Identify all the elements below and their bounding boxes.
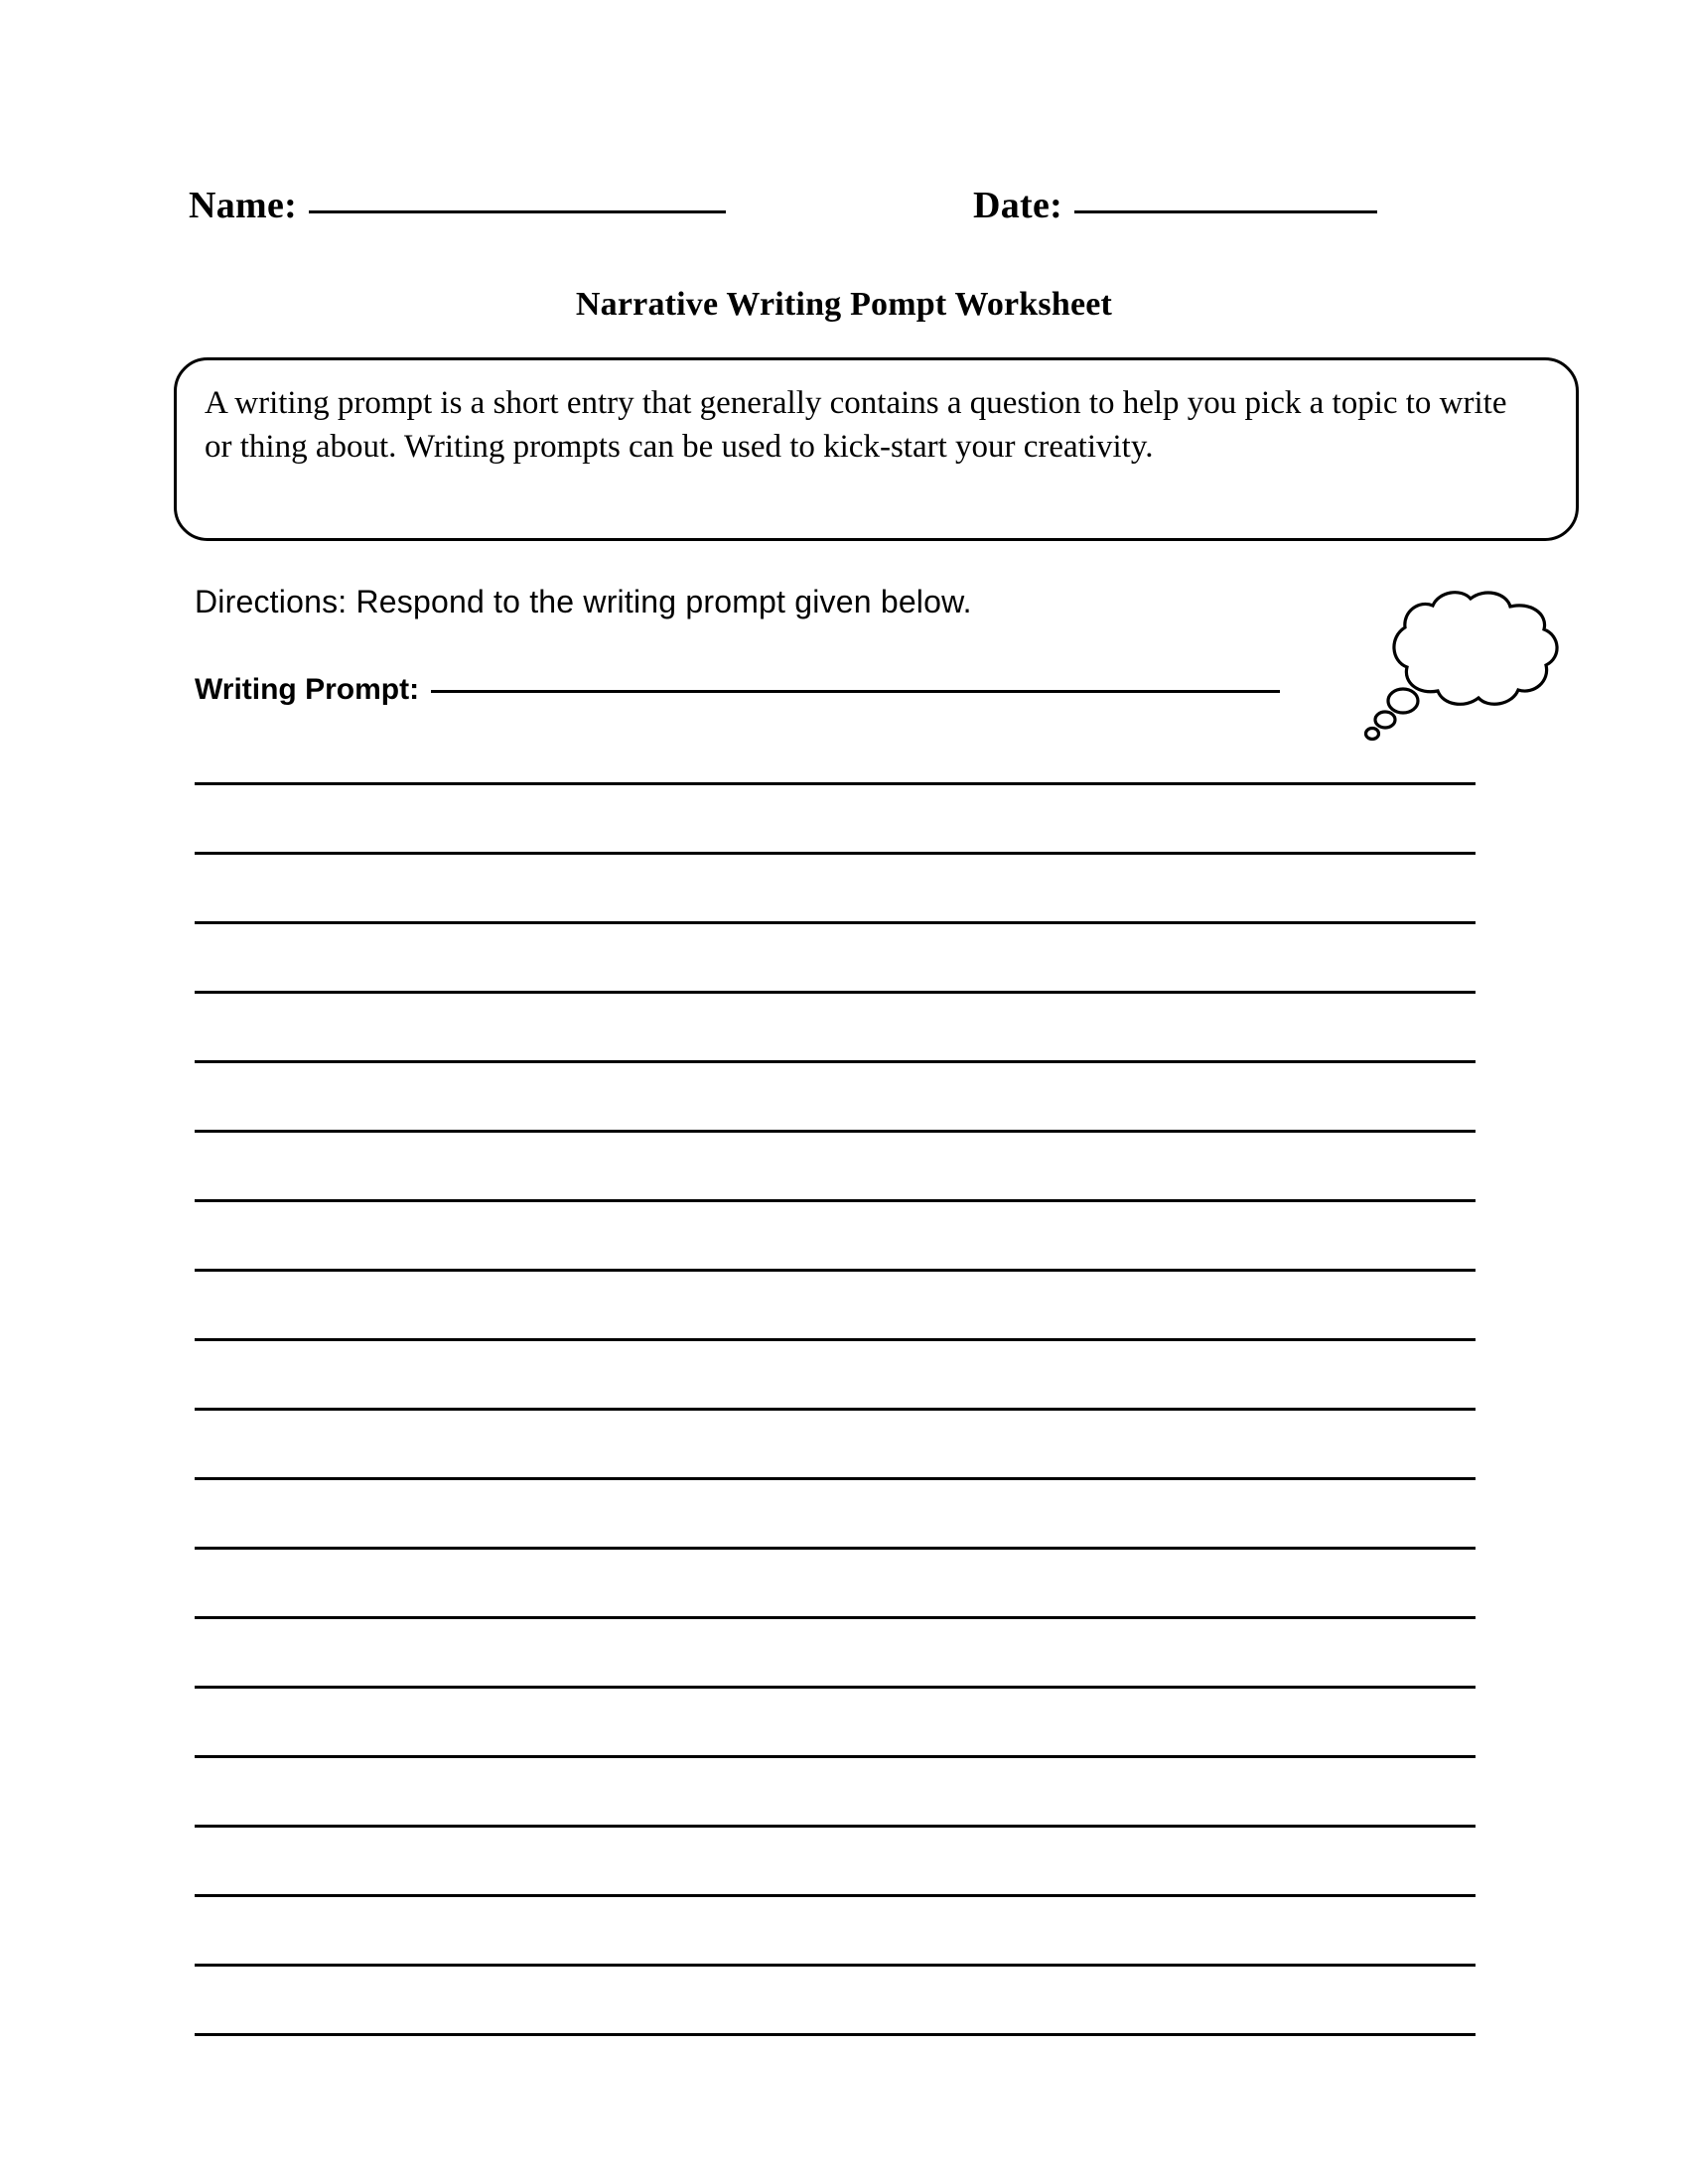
write-line[interactable] [195,1477,1476,1480]
definition-text: A writing prompt is a short entry that generally contains a question to help you pick a topic to write or thing about. Writing prompts can be used to kick-start your creativity. [205,385,1507,465]
write-line[interactable] [195,1894,1476,1897]
write-line[interactable] [195,782,1476,785]
directions-text: Directions: Respond to the writing prompt given below. [195,584,972,619]
thought-bubble-icon [1345,576,1584,754]
writing-prompt-input-blank[interactable] [431,690,1280,693]
write-line[interactable] [195,1964,1476,1967]
write-line[interactable] [195,991,1476,994]
write-line[interactable] [195,2033,1476,2036]
name-field-group [189,184,726,227]
write-line[interactable] [195,921,1476,924]
write-line[interactable] [195,1199,1476,1202]
name-input-blank[interactable] [309,210,726,213]
write-line[interactable] [195,1755,1476,1758]
writing-lines [195,743,1476,2036]
write-line[interactable] [195,1547,1476,1550]
write-line[interactable] [195,1616,1476,1619]
write-line[interactable] [195,1686,1476,1689]
definition-box [174,357,1579,541]
page-title: Narrative Writing Pompt Worksheet [575,286,1113,323]
date-input-blank[interactable] [1074,210,1377,213]
write-line[interactable] [195,1338,1476,1341]
header-row [189,184,1410,233]
date-field-group [973,184,1377,227]
date-label: Date: [973,185,1063,226]
write-line[interactable] [195,1408,1476,1411]
name-label: Name: [189,185,298,226]
write-line[interactable] [195,1825,1476,1828]
write-line[interactable] [195,1269,1476,1272]
writing-prompt-row [195,673,1346,707]
write-line[interactable] [195,852,1476,855]
writing-prompt-label: Writing Prompt: [195,673,420,706]
write-line[interactable] [195,1130,1476,1133]
write-line[interactable] [195,1060,1476,1063]
